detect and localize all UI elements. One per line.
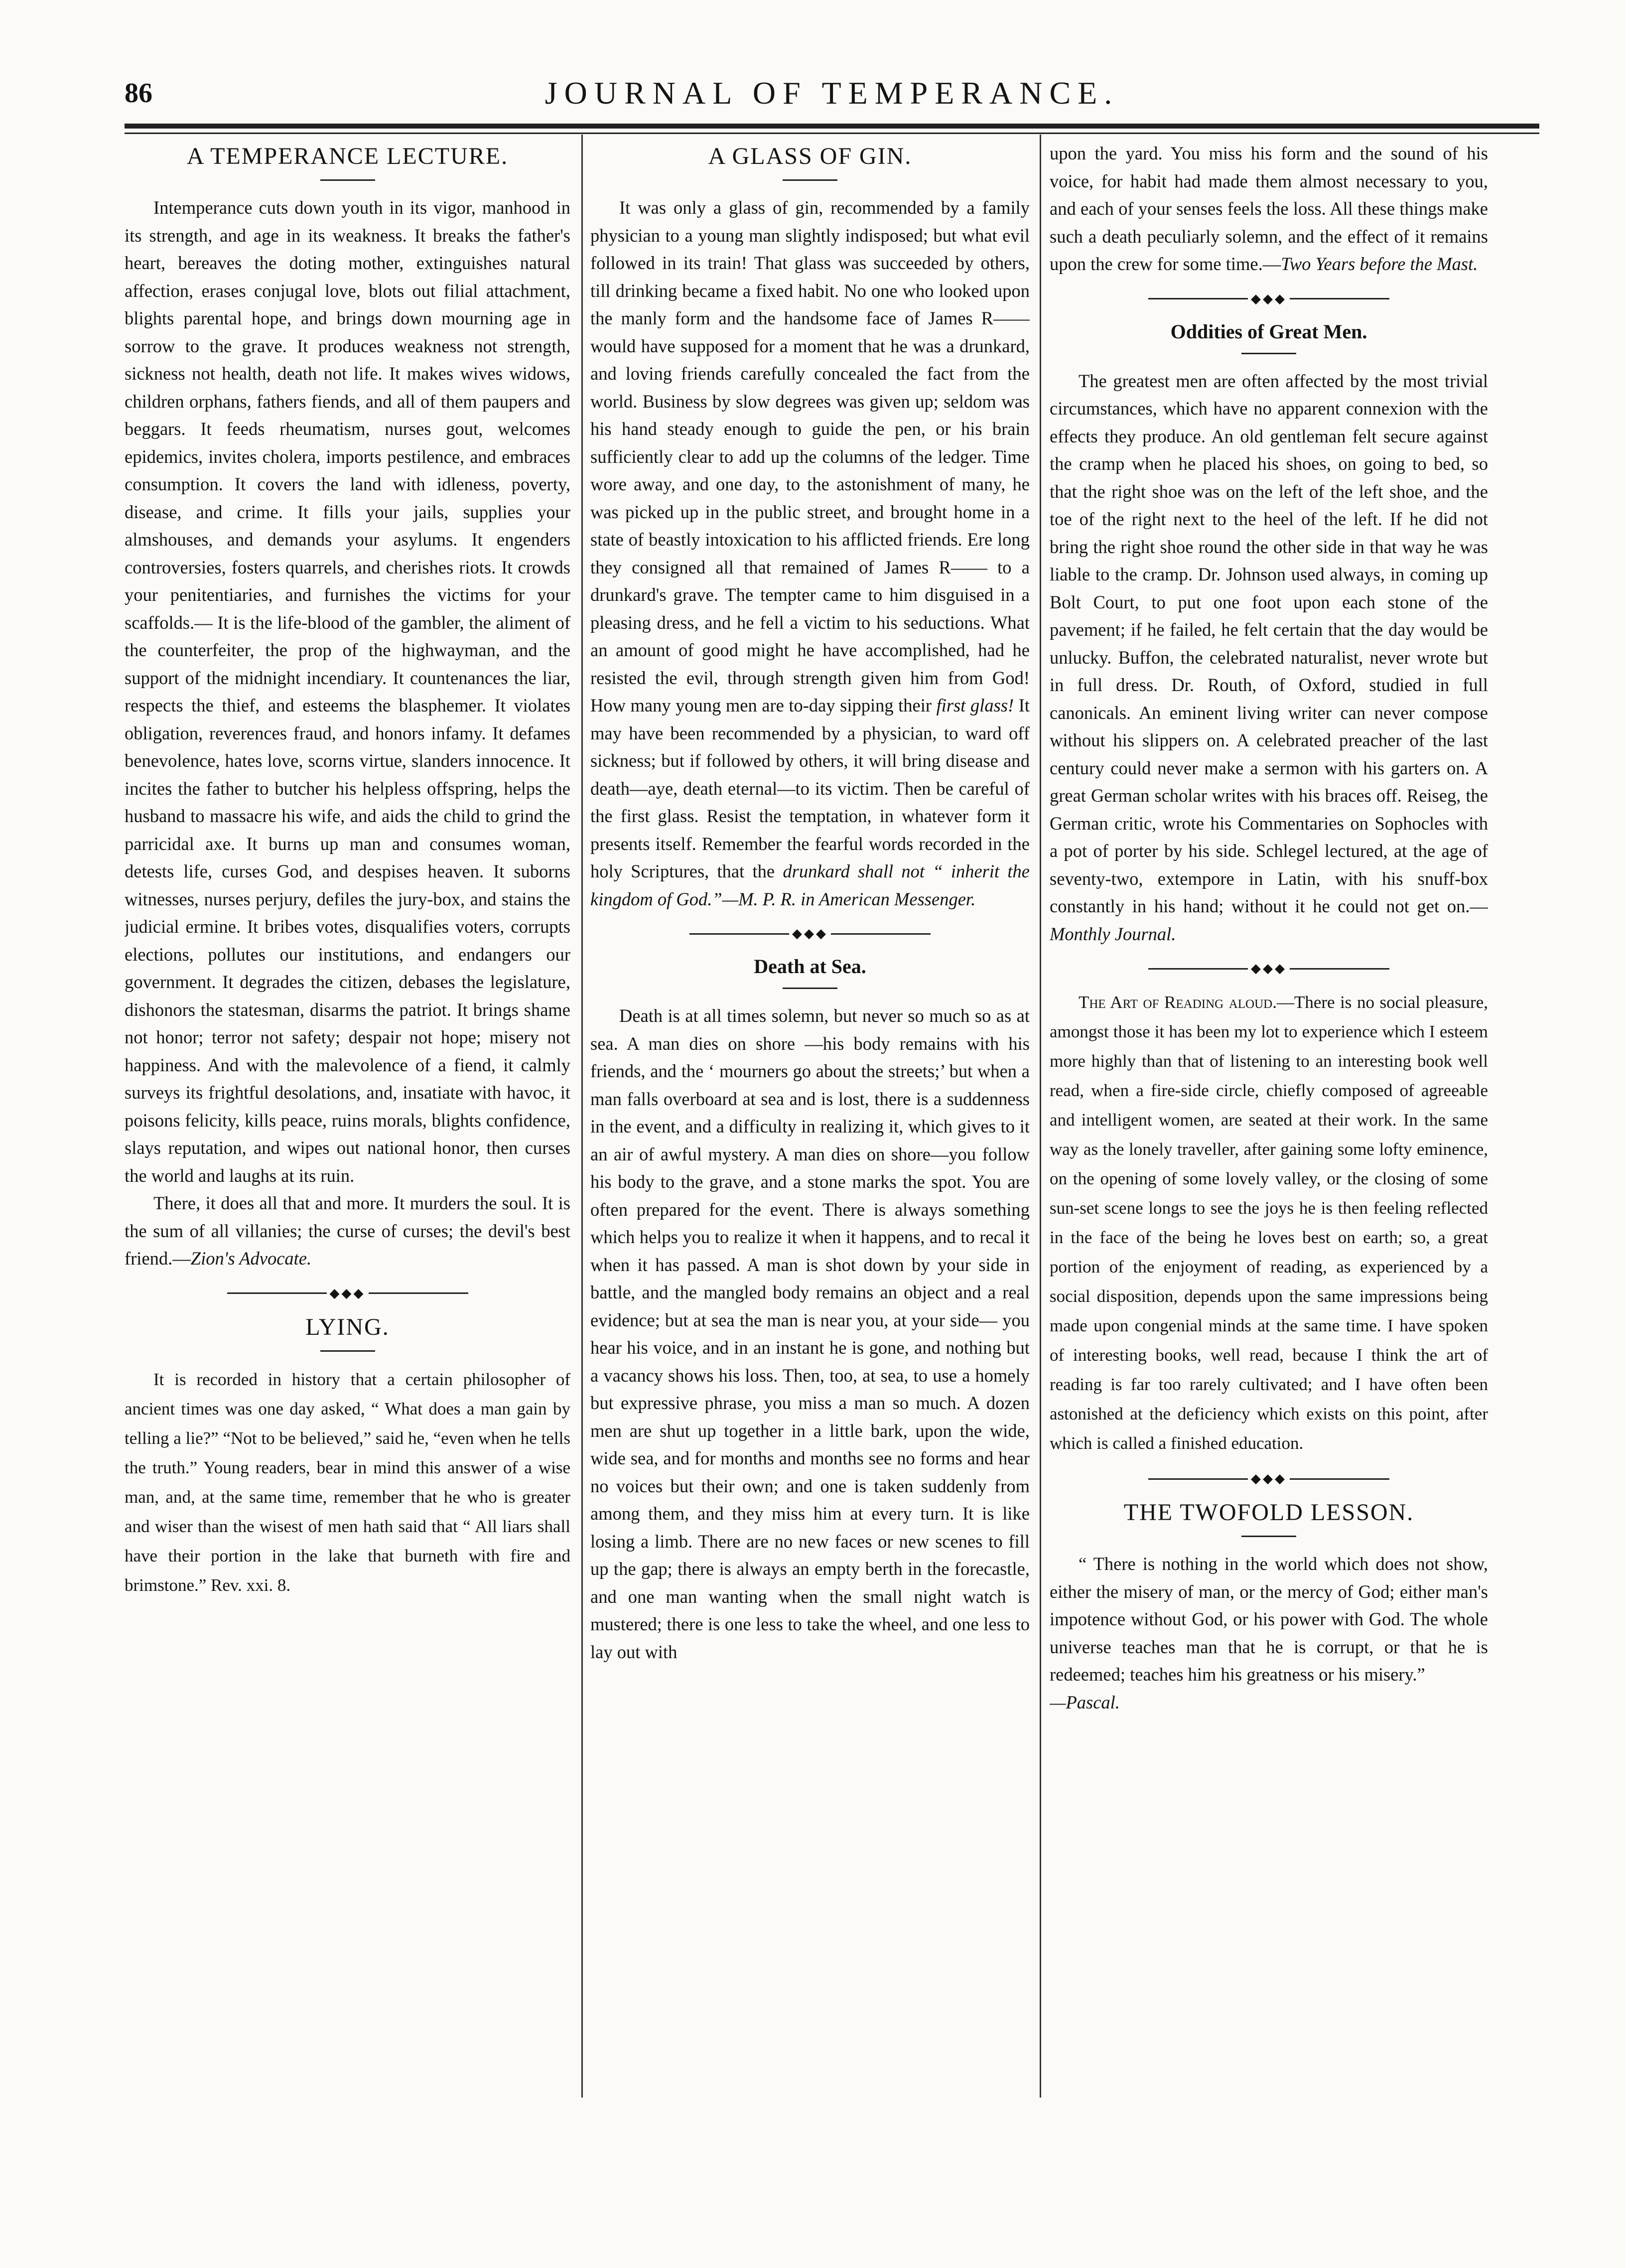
art-of-reading-lead: The Art of Reading aloud.: [1079, 992, 1277, 1012]
temperance-lecture-body: Intemperance cuts down youth in its vigor, manhood in its strength, and age in its weakness. It breaks the father's heart, bereaves the doting mother, extinguishes natural affection, erases conjugal love, blots out filial attachment, blights parental hope, and brings down mourning age in sorrow to the grave. It produces weakness not strength, sickness not health, death not life. It makes wives widows, children orphans, fathers fiends, and all of them paupers and beggars. It feeds rheumatism, nurses gout, welcomes epidemics, invites cholera, imports pestilence, and embraces consumption. It covers the land with idleness, poverty, disease, and crime. It fills your jails, supplies your almshouses, and demands your asylums. It engenders controversies, fosters quarrels, and cherishes riots. It crowds your penitentiaries, and furnishes the victims for your scaffolds.— It is the life-blood of the gambler, the aliment of the counterfeiter, the prop of the highwayman, and the support of the midnight incendiary. It countenances the liar, respects the thief, and esteems the blasphemer. It violates obligation, reverences fraud, and honors infamy. It defames benevolence, hates love, scorns virtue, slanders innocence. It incites the father to butcher his helpless offspring, helps the husband to massacre his wife, and aids the child to grind the parricidal axe. It burns up man and consumes woman, detests life, curses God, and despises heaven. It suborns witnesses, nurses perjury, defiles the jury-box, and stains the judicial ermine. It bribes votes, disqualifies voters, corrupts elections, pollutes our institutions, and endangers our government. It degrades the citizen, debases the legislature, dishonors the statesman, disarms the patriot. It brings shame not honor; terror not safety; despair not hope; misery not happiness. And with the malevolence of a fiend, it calmly surveys its frightful desolations, and, insatiate with havoc, it poisons felicity, kills peace, ruins morals, blights confidence, slays reputation, and wipes out national honor, then curses the world and laughs at its ruin.: [125, 197, 570, 1186]
gin-text-part-2: It may have been recommended by a physician, to ward off sickness; but if followed by others, it will bring disease and death—aye, death eternal—to its victim. Then be careful of the first glass. Resist the temptation, in whatever form it presents itself. Remember the fearful words recorded in the holy Scriptures, that the: [590, 695, 1030, 881]
twofold-lesson-body: “ There is nothing in the world which does not show, either the misery of man, or the mercy of God; either man's impotence without God, or his power with God. The whole universe teaches man that he is corrupt, or that he is redeemed; teaches him his greatness or his misery.”: [1050, 1554, 1488, 1685]
gin-quote: drunkard shall not “ inherit the kingdom of God.”—M. P. R. in American Messenger.: [590, 861, 1030, 909]
lying-title: LYING.: [305, 1313, 390, 1340]
title-rule: [320, 179, 375, 181]
column-3: [1050, 140, 1488, 2132]
title-rule: [783, 988, 837, 989]
header-rule-thick: [125, 124, 1539, 129]
death-source: Two Years before the Mast.: [1281, 254, 1478, 274]
section-divider: ◆◆◆: [1050, 288, 1488, 308]
gin-first-glass: first glass!: [936, 695, 1014, 715]
art-of-reading-text: —There is no social pleasure, amongst those it has been my lot to experience which I esteem more highly than that of listening to an interesting book well read, when a fire-side circle, chiefly composed of agreeable and intelligent women, are seated at their work. In the same way as the lonely traveller, after gaining some lofty eminence, on the opening of some lovely valley, or the closing of some sun-set scene longs to see the joys he is then feeling reflected in the face of the being he loves best on earth; so, a great portion of the enjoyment of reading, as experienced by a social disposition, depends upon the same impressions being made upon congenial minds at the same time. I have spoken of interesting books, well read, because I think the art of reading is far too rarely cultivated; and I have often been astonished at the deficiency which exists on this point, after which is called a finished education.: [1050, 992, 1488, 1453]
page-number: 86: [125, 78, 152, 109]
section-divider: ◆◆◆: [590, 923, 1030, 943]
column-rule-1: [581, 135, 583, 2098]
oddities-title: Oddities of Great Men.: [1170, 320, 1367, 343]
column-2: [590, 140, 1030, 2132]
column-rule-2: [1040, 135, 1041, 2098]
title-rule: [1241, 1536, 1296, 1537]
twofold-lesson-title: THE TWOFOLD LESSON.: [1123, 1499, 1414, 1526]
gin-text-part-1: It was only a glass of gin, recommended by a family physician to a young man slightly indisposed; but what evil followed in its train! That glass was succeeded by others, till drinking became a fixed habit. No one who looked upon the manly form and the handsome face of James R—— would have supposed for a moment that he was a drunkard, and loving friends carefully concealed the fact from the world. Business by slow degrees was given up; seldom was his hand steady enough to guide the pen, or his brain sufficiently clear to add up the columns of the ledger. Time wore away, and one day, to the astonishment of many, he was picked up in the public street, and brought home in a state of beastly intoxication to his afflicted friends. Ere long they consigned all that remained of James R—— to a drunkard's grave. The tempter came to him disguised in a pleasing dress, and he fell a victim to his seductions. What an amount of good might he have accomplished, had he resisted the evil, through strength given him from God! How many young men are to-day sipping their: [590, 197, 1030, 715]
glass-of-gin-title: A GLASS OF GIN.: [708, 143, 912, 169]
conclusion-text: There, it does all that and more. It murders the soul. It is the sum of all villanies; the curse of curses; the devil's best friend.—: [125, 1193, 570, 1269]
art-of-reading-body: [1050, 988, 1488, 1458]
oddities-source: Monthly Journal.: [1050, 923, 1176, 944]
lying-body: It is recorded in history that a certain philosopher of ancient times was one day asked, “ What does a man gain by telling a lie?” “Not to be believed,” said he, “even when he tells the truth.” Young readers, bear in mind this answer of a wise man, and, at the same time, remember that he who is greater and wiser than the wisest of men hath said that “ All liars shall have their portion in the lake that burneth with fire and brimstone.” Rev. xxi. 8.: [125, 1369, 570, 1595]
oddities-body: [1050, 367, 1488, 948]
death-cont-text: upon the yard. You miss his form and the sound of his voice, for habit had made them almost necessary to you, and each of your senses feels the loss. All these things make such a death peculiarly solemn, and the effect of it remains upon the crew for some time.—: [1050, 143, 1488, 274]
twofold-source: —Pascal.: [1050, 1692, 1120, 1712]
section-divider: ◆◆◆: [1050, 1468, 1488, 1488]
death-at-sea-body: Death is at all times solemn, but never so much so as at sea. A man dies on shore —his body remains with his friends, and the ‘ mourners go about the streets;’ but when a man falls overboard at sea and is lost, there is a suddenness in the event, and a difficulty in realizing it, which gives to it an air of awful mystery. A man dies on shore—you follow his body to the grave, and a stone marks the spot. You are often prepared for the event. There is always something which helps you to realize it when it happens, and to recal it when it has passed. A man is shot down by your side in battle, and the mangled body remains an object and a real evidence; but at sea the man is near you, at your side— you hear his voice, and in an instant he is gone, and nothing but a vacancy shows his loss. Then, too, at sea, to use a homely but expressive phrase, you miss a man so much. A dozen men are shut up together in a little bark, upon the wide, wide sea, and for months and months see no forms and hear no voices but their own; and one is taken suddenly from among them, and they miss him at every turn. It is like losing a limb. There are no new faces or new scenes to fill up the gap; there is always an empty berth in the forecastle, and one man wanting when the small night watch is mustered; there is one less to take the wheel, and one less to lay out with: [590, 1005, 1030, 1662]
temperance-lecture-title: A TEMPERANCE LECTURE.: [186, 143, 509, 169]
title-rule: [1241, 353, 1296, 354]
lecture-source: Zion's Advocate.: [190, 1248, 312, 1269]
title-rule: [320, 1350, 375, 1352]
death-at-sea-continued: [1050, 140, 1488, 278]
glass-of-gin-body: [590, 194, 1030, 913]
temperance-lecture-conclusion: [125, 1189, 570, 1273]
column-1: [125, 140, 570, 2132]
title-rule: [783, 179, 837, 181]
death-at-sea-title: Death at Sea.: [754, 955, 866, 978]
twofold-lesson-source-line: [1050, 1689, 1488, 1716]
journal-title: JOURNAL OF TEMPERANCE.: [544, 75, 1119, 111]
section-divider: ◆◆◆: [1050, 958, 1488, 978]
oddities-text: The greatest men are often affected by the most trivial circumstances, which have no apparent connexion with the effects they produce. An old gentleman felt secure against the cramp when he placed his shoes, on going to bed, so that the right shoe was on the left of the left shoe, and the toe of the right next to the heel of the left. If he did not bring the right shoe round the other side in that way he was liable to the cramp. Dr. Johnson used always, in coming up Bolt Court, to put one foot upon each stone of the pavement; if he failed, he felt certain that the day would be unlucky. Buffon, the celebrated naturalist, never wrote but in full dress. Dr. Routh, of Oxford, studied in full canonicals. An eminent living writer can never compose without his slippers on. A celebrated preacher of the last century could never make a sermon with his garters on. A great German scholar writes with his braces off. Reiseg, the German critic, wrote his Commentaries on Sophocles with a pot of porter by his side. Schlegel lectured, at the age of seventy-two, extempore in Latin, with his snuff-box constantly in his hand; without it he could not get on.—: [1050, 370, 1488, 916]
section-divider: ◆◆◆: [125, 1282, 570, 1302]
header-rule-thin: [125, 133, 1539, 134]
page-header: [125, 70, 1539, 117]
